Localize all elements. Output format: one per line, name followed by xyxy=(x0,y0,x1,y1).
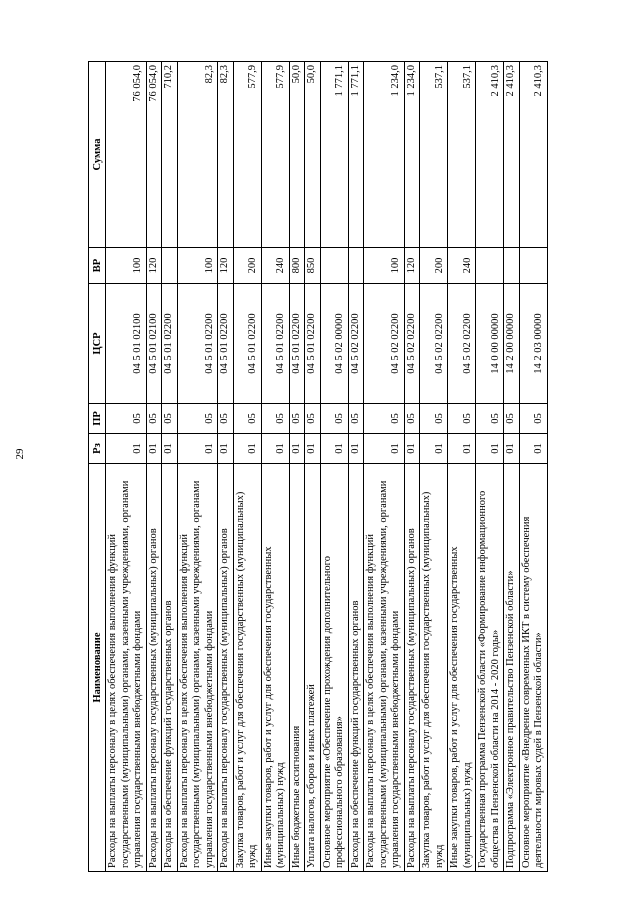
row-name-cell: Расходы на выплаты персоналу государственных (муниципальных) органов xyxy=(218,464,234,872)
row-rz-cell: 01 xyxy=(261,434,289,464)
row-vr-cell xyxy=(348,248,364,284)
row-name-cell: Иные закупки товаров, работ и услуг для обеспечения государственных (муниципальных) нужд xyxy=(261,464,289,872)
row-vr-cell: 800 xyxy=(289,248,305,284)
table-row xyxy=(476,62,504,872)
row-sum-cell: 2 410,3 xyxy=(476,62,504,248)
row-vr-cell: 120 xyxy=(218,248,234,284)
row-csr-cell: 04 5 02 02200 xyxy=(348,284,364,404)
row-name-cell: Подпрограмма «Электронное правительство Пензенской области» xyxy=(504,464,520,872)
header-name: Наименование xyxy=(89,464,106,872)
row-vr-cell: 850 xyxy=(305,248,321,284)
row-sum-cell: 577,9 xyxy=(261,62,289,248)
row-name-cell: Расходы на выплаты персоналу в целях обеспечения выполнения функций государственными (муниципальными) органами, казенными учреждениями, органами управления государственными внебюджетными фондами xyxy=(364,464,405,872)
row-sum-cell: 82,3 xyxy=(218,62,234,248)
header-csr: ЦСР xyxy=(89,284,106,404)
row-rz-cell: 01 xyxy=(218,434,234,464)
table-row xyxy=(420,62,448,872)
row-name-cell: Закупка товаров, работ и услуг для обеспечения государственных (муниципальных) нужд xyxy=(420,464,448,872)
rotated-table-container xyxy=(88,62,568,872)
row-sum-cell: 710,2 xyxy=(162,62,178,248)
row-vr-cell: 200 xyxy=(233,248,261,284)
row-sum-cell: 1 234,0 xyxy=(404,62,420,248)
row-name-cell: Закупка товаров, работ и услуг для обеспечения государственных (муниципальных) нужд xyxy=(233,464,261,872)
row-name-cell: Государственная программа Пензенской области «Формирование информационного общества в Пензенской области на 2014 - 2020 годы» xyxy=(476,464,504,872)
row-vr-cell xyxy=(504,248,520,284)
table-body xyxy=(106,62,548,872)
row-pr-cell: 05 xyxy=(504,404,520,434)
row-sum-cell: 50,0 xyxy=(305,62,321,248)
row-csr-cell: 04 5 02 00000 xyxy=(320,284,348,404)
row-csr-cell: 04 5 01 02200 xyxy=(162,284,178,404)
table-row xyxy=(519,62,547,872)
row-csr-cell: 04 5 01 02200 xyxy=(177,284,218,404)
row-sum-cell: 537,1 xyxy=(420,62,448,248)
row-pr-cell: 05 xyxy=(348,404,364,434)
row-csr-cell: 14 0 00 00000 xyxy=(476,284,504,404)
table-row xyxy=(364,62,405,872)
table-row xyxy=(233,62,261,872)
row-rz-cell: 01 xyxy=(106,434,147,464)
row-csr-cell: 04 5 01 02100 xyxy=(146,284,162,404)
row-csr-cell: 04 5 01 02200 xyxy=(233,284,261,404)
row-name-cell: Расходы на обеспечение функций государственных органов xyxy=(348,464,364,872)
budget-table xyxy=(88,61,548,872)
row-pr-cell: 05 xyxy=(404,404,420,434)
row-vr-cell: 120 xyxy=(146,248,162,284)
row-pr-cell: 05 xyxy=(177,404,218,434)
row-csr-cell: 04 5 02 02200 xyxy=(404,284,420,404)
row-rz-cell: 01 xyxy=(519,434,547,464)
table-row xyxy=(162,62,178,872)
row-pr-cell: 05 xyxy=(162,404,178,434)
row-csr-cell: 04 5 02 02200 xyxy=(420,284,448,404)
row-rz-cell: 01 xyxy=(320,434,348,464)
row-pr-cell: 05 xyxy=(261,404,289,434)
row-name-cell: Расходы на выплаты персоналу в целях обеспечения выполнения функций государственными (муниципальными) органами, казенными учреждениями, органами управления государственными внебюджетными фондами xyxy=(177,464,218,872)
table-row xyxy=(448,62,476,872)
row-csr-cell: 04 5 01 02100 xyxy=(106,284,147,404)
header-pr: ПР xyxy=(89,404,106,434)
table-row xyxy=(404,62,420,872)
row-pr-cell: 05 xyxy=(305,404,321,434)
row-rz-cell: 01 xyxy=(305,434,321,464)
row-sum-cell: 76 054,0 xyxy=(106,62,147,248)
row-name-cell: Расходы на выплаты персоналу государственных (муниципальных) органов xyxy=(404,464,420,872)
header-rz: Рз xyxy=(89,434,106,464)
row-pr-cell: 05 xyxy=(218,404,234,434)
row-pr-cell: 05 xyxy=(448,404,476,434)
row-rz-cell: 01 xyxy=(448,434,476,464)
table-row xyxy=(146,62,162,872)
header-sum: Сумма xyxy=(89,62,106,248)
row-pr-cell: 05 xyxy=(476,404,504,434)
row-pr-cell: 05 xyxy=(519,404,547,434)
row-vr-cell: 100 xyxy=(177,248,218,284)
header-vr: ВР xyxy=(89,248,106,284)
row-rz-cell: 01 xyxy=(177,434,218,464)
row-vr-cell xyxy=(320,248,348,284)
table-header-row xyxy=(89,62,106,872)
table-row xyxy=(289,62,305,872)
row-sum-cell: 50,0 xyxy=(289,62,305,248)
row-pr-cell: 05 xyxy=(320,404,348,434)
row-csr-cell: 04 5 02 02200 xyxy=(448,284,476,404)
row-csr-cell: 04 5 01 02200 xyxy=(218,284,234,404)
row-sum-cell: 577,9 xyxy=(233,62,261,248)
row-pr-cell: 05 xyxy=(146,404,162,434)
row-vr-cell: 240 xyxy=(261,248,289,284)
row-rz-cell: 01 xyxy=(348,434,364,464)
row-rz-cell: 01 xyxy=(476,434,504,464)
row-rz-cell: 01 xyxy=(420,434,448,464)
row-vr-cell xyxy=(519,248,547,284)
row-vr-cell: 120 xyxy=(404,248,420,284)
row-vr-cell: 100 xyxy=(106,248,147,284)
row-rz-cell: 01 xyxy=(162,434,178,464)
row-vr-cell xyxy=(476,248,504,284)
row-pr-cell: 05 xyxy=(364,404,405,434)
table-row xyxy=(504,62,520,872)
row-vr-cell: 100 xyxy=(364,248,405,284)
table-row xyxy=(261,62,289,872)
row-rz-cell: 01 xyxy=(364,434,405,464)
row-csr-cell: 04 5 01 02200 xyxy=(261,284,289,404)
row-sum-cell: 76 054,0 xyxy=(146,62,162,248)
table-row xyxy=(177,62,218,872)
table-row xyxy=(305,62,321,872)
row-name-cell: Основное мероприятие «Обеспечение прохождения дополнительного профессионального образования» xyxy=(320,464,348,872)
table-row xyxy=(348,62,364,872)
row-sum-cell: 82,3 xyxy=(177,62,218,248)
row-pr-cell: 05 xyxy=(289,404,305,434)
row-name-cell: Иные бюджетные ассигнования xyxy=(289,464,305,872)
row-rz-cell: 01 xyxy=(289,434,305,464)
row-sum-cell: 1 771,1 xyxy=(348,62,364,248)
table-row xyxy=(218,62,234,872)
table-row xyxy=(106,62,147,872)
row-sum-cell: 1 234,0 xyxy=(364,62,405,248)
row-sum-cell: 2 410,3 xyxy=(519,62,547,248)
row-csr-cell: 14 2 00 00000 xyxy=(504,284,520,404)
row-sum-cell: 1 771,1 xyxy=(320,62,348,248)
row-sum-cell: 2 410,3 xyxy=(504,62,520,248)
row-name-cell: Расходы на обеспечение функций государственных органов xyxy=(162,464,178,872)
row-csr-cell: 04 5 01 02200 xyxy=(305,284,321,404)
table-row xyxy=(320,62,348,872)
row-pr-cell: 05 xyxy=(420,404,448,434)
row-name-cell: Расходы на выплаты персоналу в целях обеспечения выполнения функций государственными (муниципальными) органами, казенными учреждениями, органами управления государственными внебюджетными фондами xyxy=(106,464,147,872)
row-name-cell: Уплата налогов, сборов и иных платежей xyxy=(305,464,321,872)
row-name-cell: Иные закупки товаров, работ и услуг для обеспечения государственных (муниципальных) нужд xyxy=(448,464,476,872)
row-pr-cell: 05 xyxy=(233,404,261,434)
row-csr-cell: 04 5 02 02200 xyxy=(364,284,405,404)
row-name-cell: Основное мероприятие «Внедрение современных ИКТ в систему обеспечения деятельности мировых судей в Пензенской области» xyxy=(519,464,547,872)
row-rz-cell: 01 xyxy=(233,434,261,464)
row-csr-cell: 14 2 03 00000 xyxy=(519,284,547,404)
page-number: 29 xyxy=(14,448,26,460)
row-rz-cell: 01 xyxy=(504,434,520,464)
row-vr-cell: 200 xyxy=(420,248,448,284)
row-vr-cell: 240 xyxy=(448,248,476,284)
row-sum-cell: 537,1 xyxy=(448,62,476,248)
row-csr-cell: 04 5 01 02200 xyxy=(289,284,305,404)
row-vr-cell xyxy=(162,248,178,284)
row-rz-cell: 01 xyxy=(146,434,162,464)
row-rz-cell: 01 xyxy=(404,434,420,464)
row-name-cell: Расходы на выплаты персоналу государственных (муниципальных) органов xyxy=(146,464,162,872)
row-pr-cell: 05 xyxy=(106,404,147,434)
